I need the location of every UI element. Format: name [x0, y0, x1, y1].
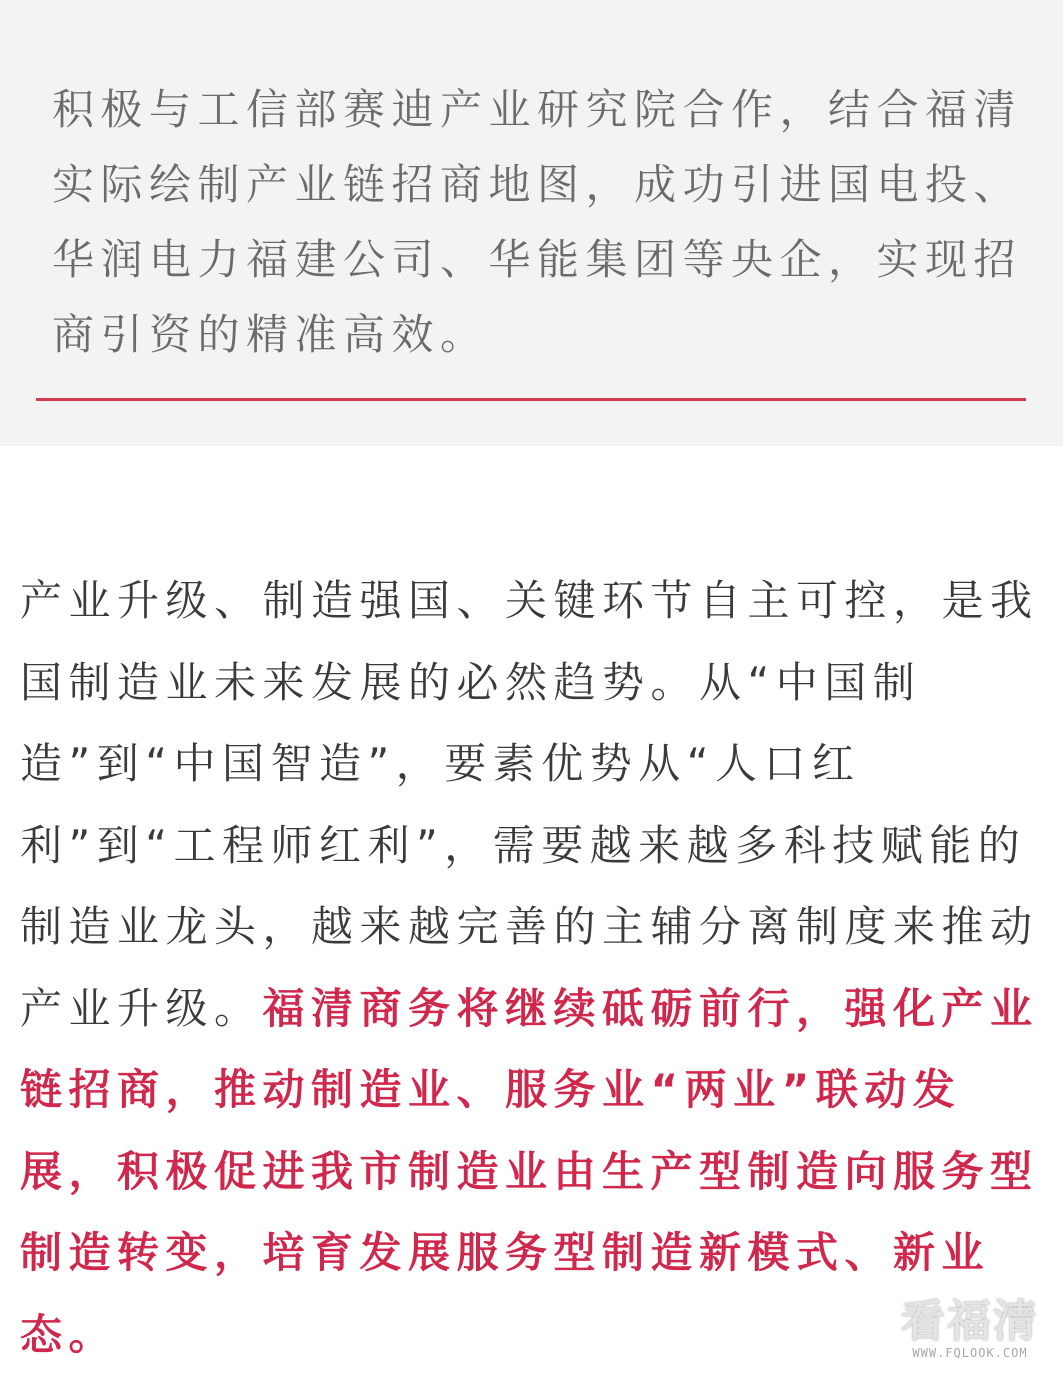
quote-divider [36, 398, 1026, 401]
watermark-url: WWW.FQLOOK.COM [912, 1346, 1028, 1360]
watermark-name: 看福清 [901, 1296, 1039, 1347]
watermark-logo [901, 1298, 1039, 1360]
article-paragraph [20, 560, 1050, 1375]
quote-box [0, 0, 1063, 446]
article-highlight-text: 福清商务将继续砥砺前行，强化产业链招商，推动制造业、服务业“两业”联动发展，积极促进我市制造业由生产型制造向服务型制造转变，培育发展服务型制造新模式、新业态。 [20, 983, 1039, 1359]
quote-text: 积极与工信部赛迪产业研究院合作，结合福清实际绘制产业链招商地图，成功引进国电投、华润电力福建公司、华能集团等央企，实现招商引资的精准高效。 [52, 85, 1023, 359]
article-body-text: 产业升级、制造强国、关键环节自主可控，是我国制造业未来发展的必然趋势。从“中国制造”到“中国智造”，要素优势从“人口红利”到“工程师红利”，需要越来越多科技赋能的制造业龙头，越来越完善的主辅分离制度来推动产业升级。 [20, 576, 1039, 1033]
